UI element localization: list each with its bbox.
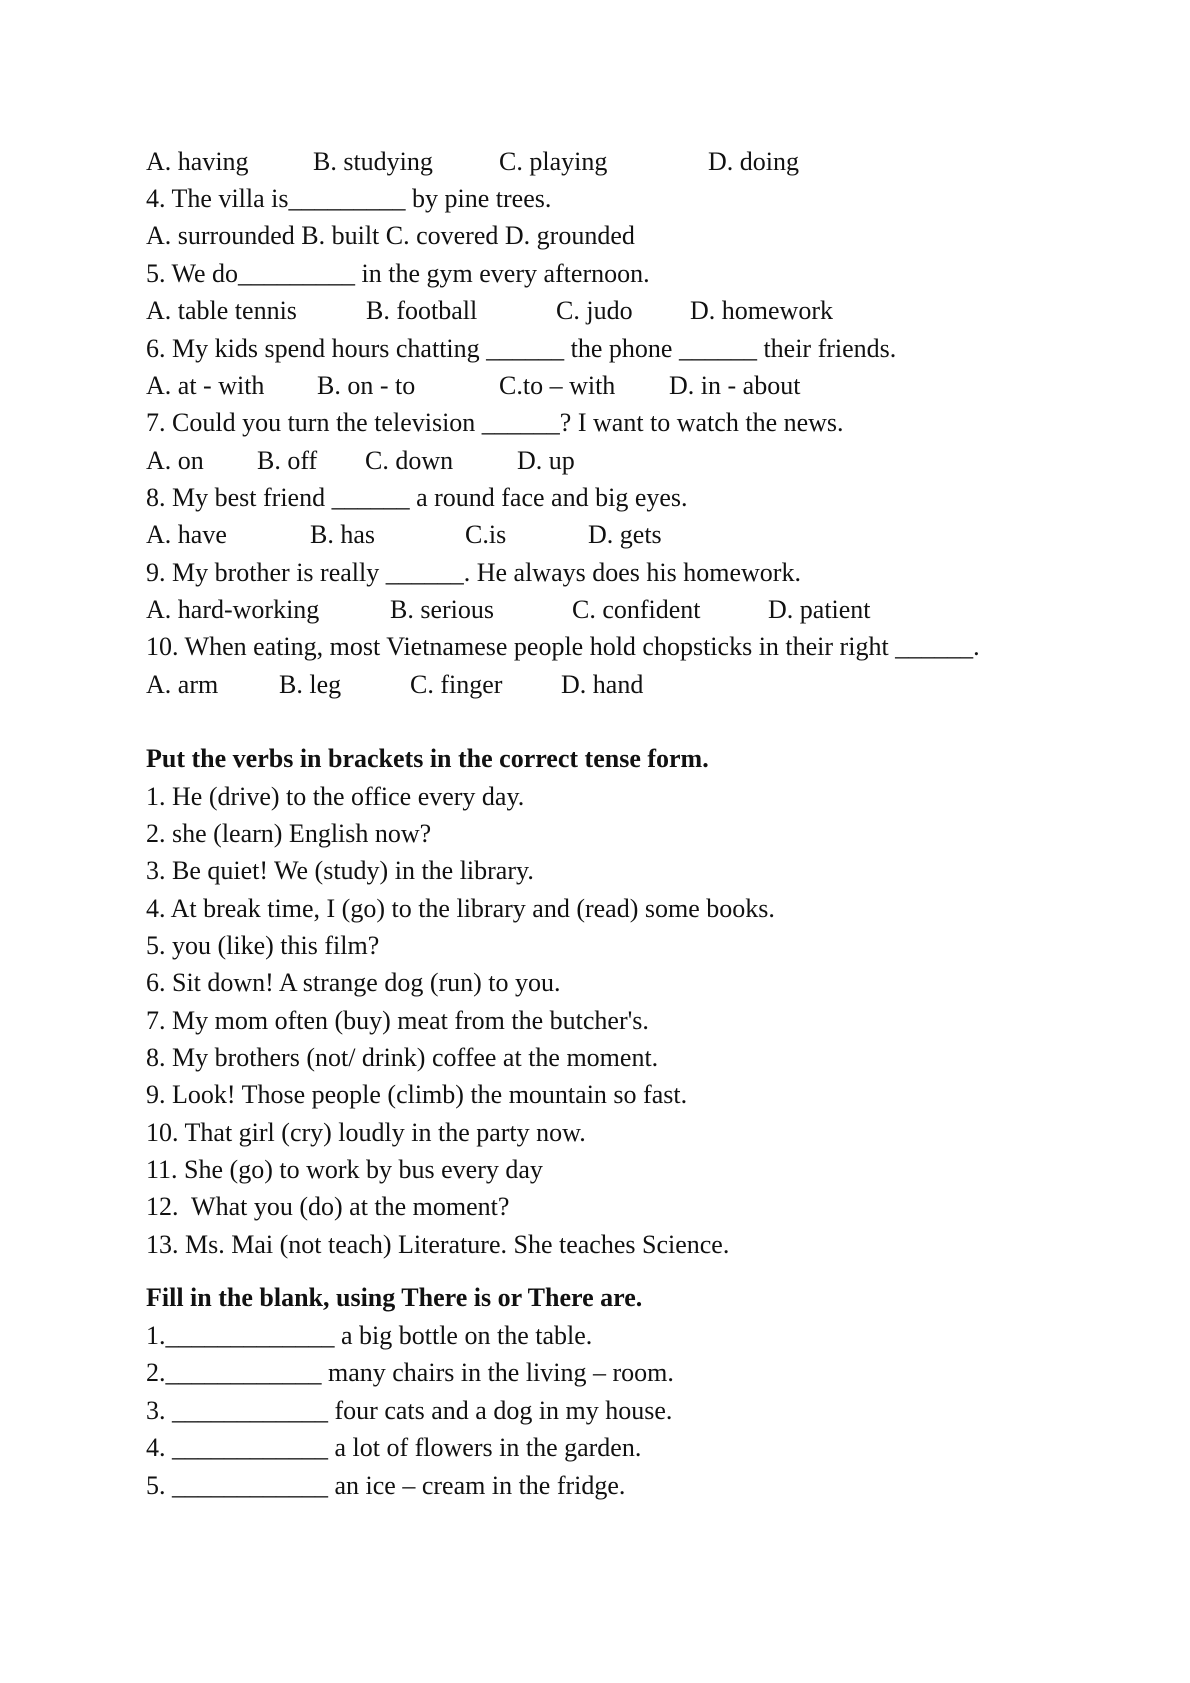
option-c: C. playing xyxy=(499,147,608,176)
verb-item: 7. My mom often (buy) meat from the butcher's. xyxy=(146,1006,649,1035)
option-b: B. serious xyxy=(390,595,494,624)
q4-options: A. surrounded B. built C. covered D. grounded xyxy=(146,221,635,250)
verb-item: 9. Look! Those people (climb) the mountain so fast. xyxy=(146,1080,688,1109)
option-a: A. at - with xyxy=(146,371,265,400)
section-heading-there: Fill in the blank, using There is or There are. xyxy=(146,1283,643,1312)
question-5: 5. We do_________ in the gym every afternoon. xyxy=(146,259,650,288)
option-d: D. homework xyxy=(690,296,833,325)
option-d: D. up xyxy=(517,446,575,475)
option-b: B. has xyxy=(310,520,375,549)
question-7: 7. Could you turn the television ______? I want to watch the news. xyxy=(146,408,844,437)
option-c: C.is xyxy=(465,520,507,549)
question-6: 6. My kids spend hours chatting ______ the phone ______ their friends. xyxy=(146,334,897,363)
option-b: B. on - to xyxy=(317,371,416,400)
option-a: A. on xyxy=(146,446,204,475)
verb-item: 13. Ms. Mai (not teach) Literature. She teaches Science. xyxy=(146,1230,730,1259)
option-d: D. hand xyxy=(561,670,644,699)
option-b: B. football xyxy=(366,296,478,325)
option-c: C. finger xyxy=(410,670,503,699)
verb-item: 5. you (like) this film? xyxy=(146,931,380,960)
verb-item: 1. He (drive) to the office every day. xyxy=(146,782,525,811)
option-d: D. in - about xyxy=(669,371,801,400)
option-d: D. doing xyxy=(708,147,799,176)
option-a: A. having xyxy=(146,147,249,176)
there-item: 5. ____________ an ice – cream in the fridge. xyxy=(146,1471,626,1500)
option-d: D. gets xyxy=(588,520,662,549)
option-c: C. confident xyxy=(572,595,701,624)
option-a: A. have xyxy=(146,520,227,549)
there-item: 1._____________ a big bottle on the table. xyxy=(146,1321,593,1350)
question-8: 8. My best friend ______ a round face and big eyes. xyxy=(146,483,688,512)
question-10: 10. When eating, most Vietnamese people hold chopsticks in their right ______. xyxy=(146,632,980,661)
option-b: B. off xyxy=(257,446,318,475)
option-c: C.to – with xyxy=(499,371,616,400)
there-item: 3. ____________ four cats and a dog in my house. xyxy=(146,1396,673,1425)
option-a: A. hard-working xyxy=(146,595,320,624)
verb-item: 4. At break time, I (go) to the library and (read) some books. xyxy=(146,894,775,923)
verb-item: 11. She (go) to work by bus every day xyxy=(146,1155,543,1184)
verb-item: 12. What you (do) at the moment? xyxy=(146,1192,510,1221)
verb-item: 2. she (learn) English now? xyxy=(146,819,432,848)
question-4: 4. The villa is_________ by pine trees. xyxy=(146,184,552,213)
verb-item: 6. Sit down! A strange dog (run) to you. xyxy=(146,968,561,997)
option-b: B. studying xyxy=(313,147,433,176)
option-b: B. leg xyxy=(279,670,342,699)
there-item: 2.____________ many chairs in the living – room. xyxy=(146,1358,674,1387)
verb-item: 8. My brothers (not/ drink) coffee at the moment. xyxy=(146,1043,659,1072)
section-heading-verbs: Put the verbs in brackets in the correct tense form. xyxy=(146,744,709,773)
verb-item: 10. That girl (cry) loudly in the party now. xyxy=(146,1118,586,1147)
option-a: A. table tennis xyxy=(146,296,297,325)
verb-item: 3. Be quiet! We (study) in the library. xyxy=(146,856,534,885)
there-item: 4. ____________ a lot of flowers in the garden. xyxy=(146,1433,642,1462)
option-d: D. patient xyxy=(768,595,871,624)
option-c: C. judo xyxy=(556,296,633,325)
question-9: 9. My brother is really ______. He always does his homework. xyxy=(146,558,801,587)
option-a: A. arm xyxy=(146,670,219,699)
option-c: C. down xyxy=(365,446,454,475)
